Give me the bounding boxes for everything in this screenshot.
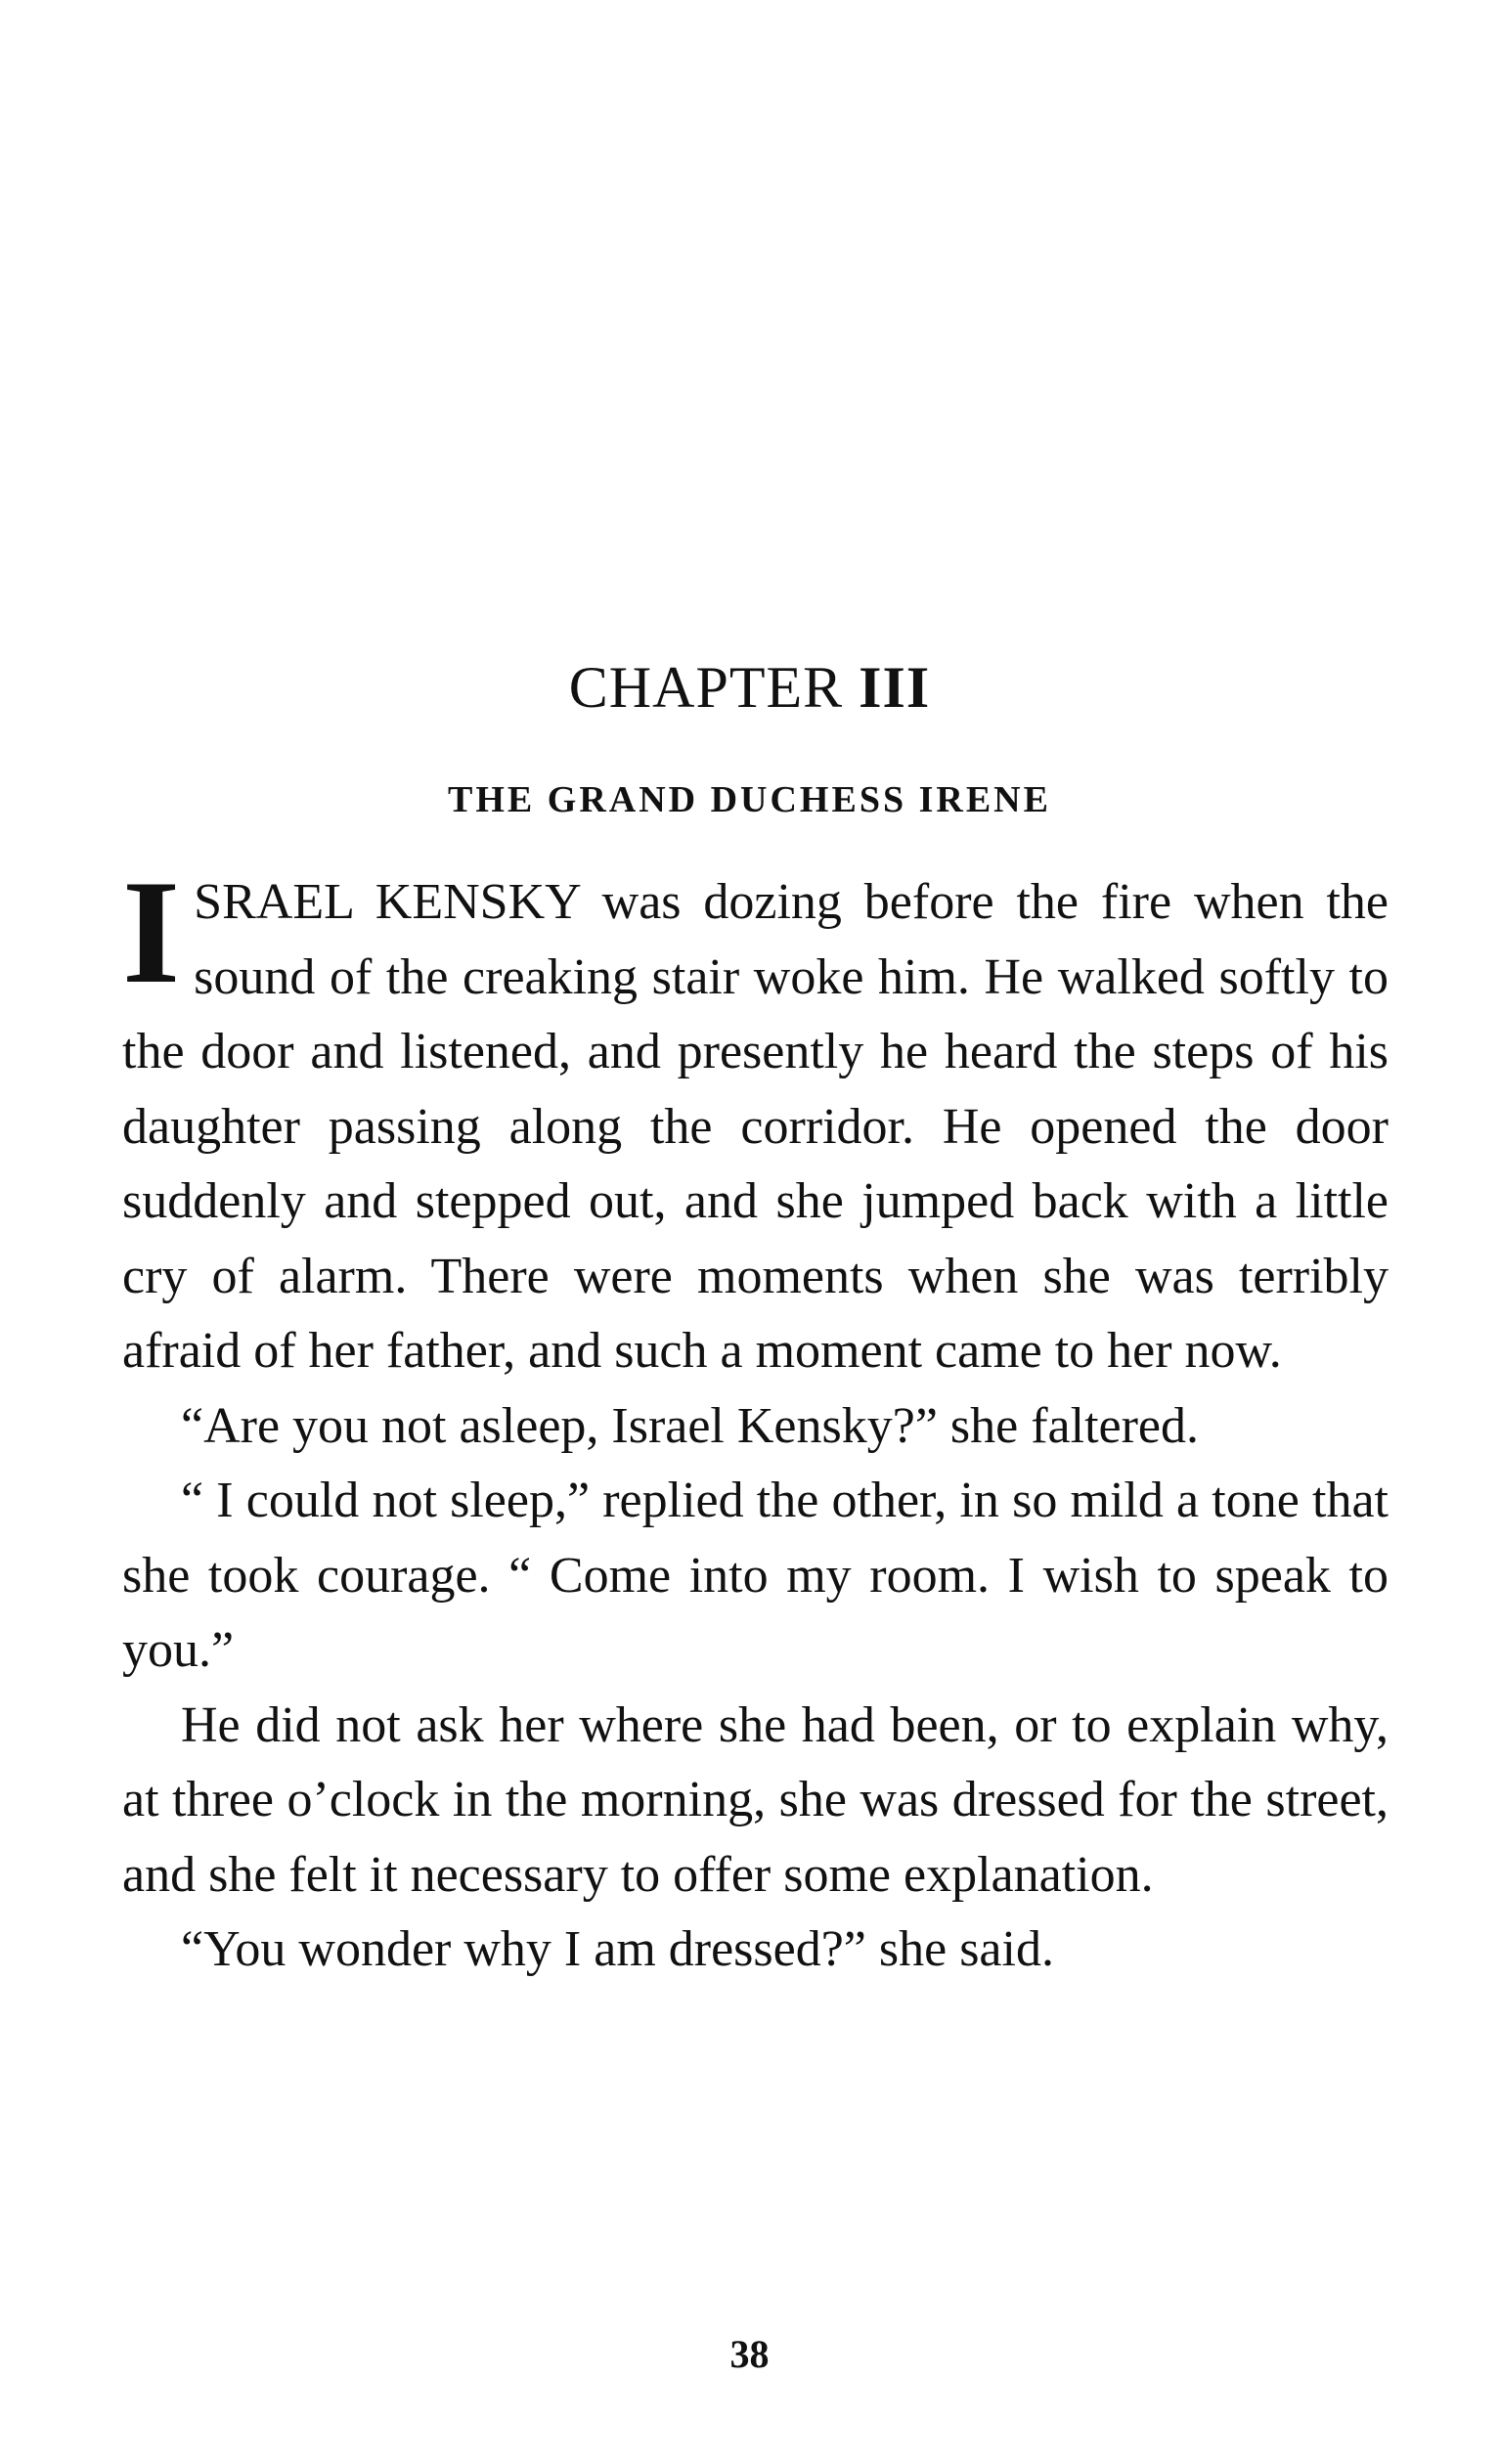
paragraph-4: He did not ask her where she had been, or to explain why, at three o’clock in the morning, she was dressed for the street, and she felt it necessary to offer some explanation.: [122, 1696, 1389, 1903]
paragraph-5: “You wonder why I am dressed?” she said.: [181, 1921, 1054, 1977]
chapter-title: THE GRAND DUCHESS IRENE: [448, 779, 1051, 820]
paragraph-3: “ I could not sleep,” replied the other, in so mild a tone that she took courage. “ Come into my room. I wish to speak to you.”: [122, 1473, 1389, 1678]
drop-cap: I: [122, 850, 181, 1014]
chapter-heading: [0, 653, 1499, 722]
chapter-label: CHAPTER: [568, 655, 844, 720]
paragraph-2: “Are you not asleep, Israel Kensky?” she faltered.: [181, 1397, 1199, 1454]
page-number: 38: [729, 2332, 770, 2376]
paragraph-1: [122, 850, 1389, 1389]
body-text: [122, 850, 1389, 1988]
paragraph-1-text: SRAEL KENSKY was dozing before the fire when the sound of the creaking stair woke him. He walked softly to the door and listened, and presently he heard the steps of his daughter passing along the corridor. He opened the door suddenly and stepped out, and she jumped back with a little cry of alarm. There were moments when she was terribly afraid of her father, and such a moment came to her now.: [122, 874, 1389, 1379]
chapter-numeral: III: [859, 655, 931, 720]
